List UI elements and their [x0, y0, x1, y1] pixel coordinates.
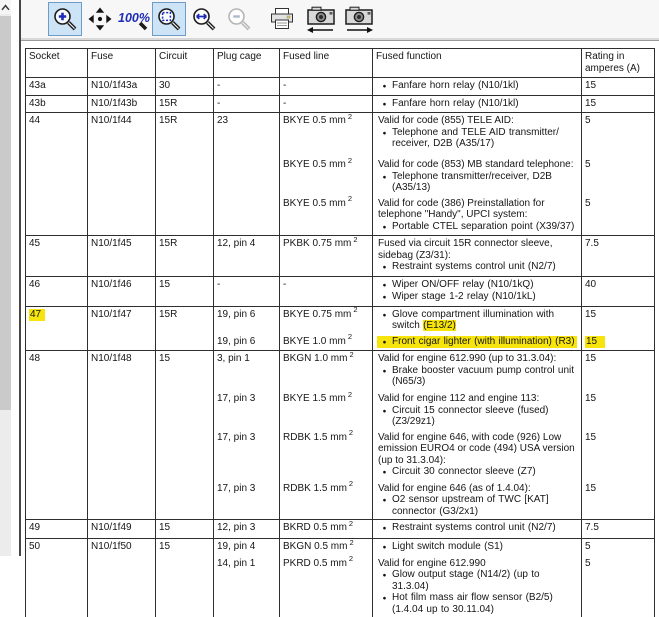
wire-code: -: [283, 80, 286, 91]
fit-page-button[interactable]: [152, 2, 186, 36]
bullet-icon: ●: [377, 261, 392, 274]
fused-function-cell: [373, 236, 582, 276]
squared-superscript: 2: [349, 428, 353, 437]
highlighted-socket: 47: [29, 309, 45, 322]
wire-code: RDBK 1.5 mm: [283, 483, 347, 494]
function-bullet-item: [377, 405, 577, 428]
function-bullet-item: [377, 279, 577, 292]
function-bullet-item: [377, 127, 577, 150]
rating-cell: [582, 334, 654, 351]
socket-cell: 43a: [26, 78, 88, 95]
rating-cell: 5: [582, 556, 654, 617]
print-button[interactable]: [265, 2, 299, 36]
function-text: Light switch module (S1): [392, 541, 577, 554]
wire-code: BKGN 0.5 mm: [283, 541, 347, 552]
function-note: Valid for code (855) TELE AID:: [377, 115, 577, 127]
bullet-icon: ●: [377, 405, 392, 428]
function-bullet-item: [377, 261, 577, 274]
fused-function-cell: [373, 334, 582, 351]
fuse-cell: N10/1f50: [88, 539, 156, 617]
plug-cage-cell: 12, pin 3: [214, 520, 280, 538]
fused-function-cell: [373, 196, 582, 236]
fused-function-cell: [373, 430, 582, 481]
fused-function-cell: [373, 391, 582, 430]
circuit-cell: 15: [156, 539, 214, 617]
function-note: Valid for code (853) MB standard telephone:: [377, 159, 577, 171]
plug-cage-cell: 3, pin 1: [214, 351, 280, 391]
prev-image-button[interactable]: [304, 2, 338, 36]
svg-text:100%: 100%: [118, 11, 150, 25]
bullet-icon: ●: [377, 221, 392, 234]
plug-cage-cell: 19, pin 4: [214, 539, 280, 556]
fused-line-cell: [280, 196, 373, 236]
function-bullet-item: [377, 494, 577, 517]
rating-cell: 7.5: [582, 520, 654, 538]
plug-cage-cell: [214, 157, 280, 196]
table-row: [26, 96, 654, 114]
rating-cell: 15: [582, 391, 654, 430]
plug-cage-cell: 23: [214, 113, 280, 157]
plug-cage-cell: -: [214, 78, 280, 95]
wire-code: BKYE 0.5 mm: [283, 198, 346, 209]
plug-cage-cell: [214, 196, 280, 236]
function-bullet-item: [377, 336, 577, 349]
function-text: Hot film mass air flow sensor (B2/5) (1.4.04 up to 30.11.04): [392, 592, 577, 615]
fuse-cell: N10/1f48: [88, 351, 156, 519]
table-header-row: [26, 49, 654, 78]
function-text: Telephone and TELE AID transmitter/ receiver, D2B (A35/17): [392, 127, 577, 150]
rating-cell: 5: [582, 196, 654, 236]
fused-function-cell: [373, 277, 582, 306]
fused-line-cell: [280, 113, 373, 157]
zoom-out-button: [222, 2, 256, 36]
function-note: Valid for engine 646 (as of 1.4.04):: [377, 483, 577, 495]
squared-superscript: 2: [348, 332, 352, 341]
wire-code: BKGN 1.0 mm: [283, 353, 347, 364]
fuse-table: [25, 48, 655, 617]
zoom-in-button[interactable]: [48, 2, 82, 36]
bullet-icon: ●: [377, 569, 392, 592]
function-text: Circuit 30 connector sleeve (Z7): [392, 466, 577, 479]
fuse-cell: N10/1f49: [88, 520, 156, 538]
socket-cell: 46: [26, 277, 88, 306]
zoom-100-button[interactable]: [117, 2, 151, 36]
bullet-icon: ●: [377, 98, 392, 111]
plug-cage-cell: 12, pin 4: [214, 236, 280, 276]
left-scrollbar[interactable]: [0, 0, 11, 556]
function-bullet-item: [377, 522, 577, 535]
fused-function-cell: [373, 556, 582, 617]
function-bullet-item: [377, 541, 577, 554]
function-text: Fanfare horn relay (N10/1kl): [392, 98, 577, 111]
function-note: Valid for engine 612.990 (up to 31.3.04):: [377, 353, 577, 365]
zoom-100-icon: [118, 6, 150, 33]
function-text: Circuit 15 connector sleeve (fused) (Z3/29z1): [392, 405, 577, 428]
function-text: Glow output stage (N14/2) (up to 31.3.04): [392, 569, 577, 592]
table-row: [26, 113, 654, 236]
highlighted-rating: 15: [585, 336, 605, 349]
squared-superscript: 2: [348, 390, 352, 399]
squared-superscript: 2: [349, 350, 353, 359]
table-row: [26, 539, 654, 617]
bullet-icon: ●: [377, 291, 392, 304]
squared-superscript: 2: [348, 194, 352, 203]
function-text: Restraint systems control unit (N2/7): [392, 522, 577, 535]
fused-line-cell: [280, 307, 373, 334]
function-text: Wiper stage 1-2 relay (N10/1kL): [392, 291, 577, 304]
rating-cell: 15: [582, 430, 654, 481]
table-row: [26, 277, 654, 307]
function-bullet-item: [377, 466, 577, 479]
squared-superscript: 2: [353, 305, 357, 314]
fused-function-cell: [373, 96, 582, 113]
pan-icon: [87, 6, 113, 32]
bullet-icon: ●: [377, 127, 392, 150]
squared-superscript: 2: [349, 554, 353, 563]
fused-line-cell: [280, 236, 373, 276]
circuit-cell: 30: [156, 78, 214, 95]
function-bullet-item: [377, 221, 577, 234]
fused-line-cell: [280, 96, 373, 113]
rating-cell: 5: [582, 539, 654, 556]
col-header-plug-cage: Plug cage: [214, 49, 280, 77]
bullet-icon: ●: [377, 541, 392, 554]
squared-superscript: 2: [349, 519, 353, 528]
bullet-icon: ●: [377, 309, 392, 332]
rating-cell: 15: [582, 96, 654, 113]
rating-cell: 15: [582, 351, 654, 391]
circuit-cell: 15R: [156, 96, 214, 113]
fused-line-cell: [280, 481, 373, 520]
bullet-icon: ●: [377, 336, 392, 349]
function-text: Restraint systems control unit (N2/7): [392, 261, 577, 274]
rating-cell: 40: [582, 277, 654, 306]
table-row: [26, 78, 654, 96]
fused-function-cell: [373, 113, 582, 157]
socket-cell: 44: [26, 113, 88, 235]
table-row: [26, 236, 654, 277]
fused-function-cell: [373, 351, 582, 391]
fuse-cell: N10/1f46: [88, 277, 156, 306]
table-row: [26, 520, 654, 539]
bullet-icon: ●: [377, 80, 392, 93]
fuse-cell: N10/1f44: [88, 113, 156, 235]
circuit-cell: 15: [156, 277, 214, 306]
function-note: Fused via circuit 15R connector sleeve, sidebag (Z3/31):: [377, 238, 577, 261]
squared-superscript: 2: [348, 112, 352, 121]
camera-right-icon: [342, 4, 376, 34]
pan-button[interactable]: [83, 2, 117, 36]
function-bullet-item: [377, 80, 577, 93]
wire-code: -: [283, 98, 286, 109]
plug-cage-cell: 19, pin 6: [214, 307, 280, 334]
wire-code: BKYE 0.5 mm: [283, 115, 346, 126]
col-header-fuse: Fuse: [88, 49, 156, 77]
function-text: Brake booster vacuum pump control unit (N65/3): [392, 365, 577, 388]
circuit-cell: 15: [156, 351, 214, 519]
fused-function-cell: [373, 520, 582, 538]
fused-line-cell: [280, 157, 373, 196]
next-image-button[interactable]: [342, 2, 376, 36]
plug-cage-cell: 17, pin 3: [214, 430, 280, 481]
toolbar: [21, 0, 659, 41]
circuit-cell: 15: [156, 520, 214, 538]
function-text: Telephone transmitter/receiver, D2B (A35/13): [392, 171, 577, 194]
squared-superscript: 2: [349, 479, 353, 488]
fused-line-cell: [280, 520, 373, 538]
function-text: Front cigar lighter (with illumination) (R3): [392, 336, 577, 349]
bullet-icon: ●: [377, 494, 392, 517]
wire-code: -: [283, 279, 286, 290]
bullet-icon: ●: [377, 466, 392, 479]
fused-line-cell: [280, 334, 373, 351]
scrollbar-up-button[interactable]: [0, 0, 11, 14]
squared-superscript: 2: [353, 235, 357, 244]
plug-cage-cell: 17, pin 3: [214, 481, 280, 520]
fused-line-cell: [280, 539, 373, 556]
zoom-in-icon: [52, 6, 79, 33]
function-text: Portable CTEL separation point (X39/37): [392, 221, 577, 234]
socket-cell: 48: [26, 351, 88, 519]
viewer-panel: [21, 0, 659, 556]
table-row: [26, 307, 654, 352]
socket-cell: 43b: [26, 96, 88, 113]
fuse-cell: N10/1f47: [88, 307, 156, 351]
fused-function-cell: [373, 539, 582, 556]
plug-cage-cell: -: [214, 277, 280, 306]
fused-function-cell: [373, 307, 582, 334]
rating-cell: 7.5: [582, 236, 654, 276]
wire-code: PKRD 0.5 mm: [283, 558, 347, 569]
col-header-fused-line: Fused line: [280, 49, 373, 77]
function-bullet-item: [377, 365, 577, 388]
circuit-cell: 15R: [156, 307, 214, 351]
scrollbar-thumb[interactable]: [0, 16, 11, 410]
rating-cell: 15: [582, 481, 654, 520]
col-header-socket: Socket: [26, 49, 88, 77]
fused-function-cell: [373, 157, 582, 196]
fused-function-cell: [373, 78, 582, 95]
fused-line-cell: [280, 351, 373, 391]
fit-width-icon: [191, 6, 218, 33]
socket-cell: 45: [26, 236, 88, 276]
fused-line-cell: [280, 78, 373, 95]
plug-cage-cell: 19, pin 6: [214, 334, 280, 351]
function-note: Valid for engine 612.990: [377, 558, 577, 570]
function-bullet-item: [377, 569, 577, 592]
function-text: O2 sensor upstream of TWC [KAT] connector (G3/2x1): [392, 494, 577, 517]
function-note: Valid for engine 646, with code (926) Low emission EURO4 or code (494) USA version (up to 31.3.04):: [377, 432, 577, 467]
wire-code: BKYE 1.0 mm: [283, 336, 346, 347]
wire-code: BKYE 0.5 mm: [283, 159, 346, 170]
col-header-fused-function: Fused function: [373, 49, 582, 77]
rating-cell: 15: [582, 78, 654, 95]
function-text: Glove compartment illumination with switch (E13/2): [392, 309, 577, 332]
wire-code: BKRD 0.5 mm: [283, 522, 347, 533]
zoom-out-icon: [226, 6, 253, 33]
fused-line-cell: [280, 430, 373, 481]
socket-cell: 50: [26, 539, 88, 617]
plug-cage-cell: -: [214, 96, 280, 113]
function-note: Valid for code (386) Preinstallation for telephone "Handy", UPCI system:: [377, 198, 577, 221]
function-bullet-item: [377, 592, 577, 615]
function-note: Valid for engine 112 and engine 113:: [377, 393, 577, 405]
camera-left-icon: [304, 4, 338, 34]
document-page: [21, 41, 659, 556]
bullet-icon: ●: [377, 592, 392, 615]
wire-code: BKYE 1.5 mm: [283, 393, 346, 404]
fused-line-cell: [280, 556, 373, 617]
function-text: Wiper ON/OFF relay (N10/1kQ): [392, 279, 577, 292]
fuse-cell: N10/1f45: [88, 236, 156, 276]
chevron-up-icon: [1, 4, 10, 11]
function-bullet-item: [377, 98, 577, 111]
squared-superscript: 2: [348, 156, 352, 165]
fused-line-cell: [280, 391, 373, 430]
fuse-cell: N10/1f43a: [88, 78, 156, 95]
socket-cell: [26, 307, 88, 351]
circuit-cell: 15R: [156, 113, 214, 235]
wire-code: BKYE 0.75 mm: [283, 309, 351, 320]
printer-icon: [269, 7, 295, 31]
function-bullet-item: [377, 171, 577, 194]
wire-code: PKBK 0.75 mm: [283, 238, 351, 249]
plug-cage-cell: 17, pin 3: [214, 391, 280, 430]
fit-width-button[interactable]: [187, 2, 221, 36]
squared-superscript: 2: [349, 538, 353, 547]
bullet-icon: ●: [377, 279, 392, 292]
socket-cell: 49: [26, 520, 88, 538]
function-text: Fanfare horn relay (N10/1kl): [392, 80, 577, 93]
col-header-circuit: Circuit: [156, 49, 214, 77]
fused-line-cell: [280, 277, 373, 306]
bullet-icon: ●: [377, 365, 392, 388]
rating-cell: 15: [582, 307, 654, 334]
function-bullet-item: [377, 309, 577, 332]
bullet-icon: ●: [377, 522, 392, 535]
col-header-rating-in-amperes-a-: Rating in amperes (A): [582, 49, 654, 77]
wire-code: RDBK 1.5 mm: [283, 432, 347, 443]
fuse-cell: N10/1f43b: [88, 96, 156, 113]
table-row: [26, 351, 654, 520]
fused-function-cell: [373, 481, 582, 520]
fit-page-icon: [156, 6, 183, 33]
rating-cell: 5: [582, 113, 654, 157]
function-bullet-item: [377, 291, 577, 304]
plug-cage-cell: 14, pin 1: [214, 556, 280, 617]
circuit-cell: 15R: [156, 236, 214, 276]
rating-cell: 5: [582, 157, 654, 196]
bullet-icon: ●: [377, 171, 392, 194]
